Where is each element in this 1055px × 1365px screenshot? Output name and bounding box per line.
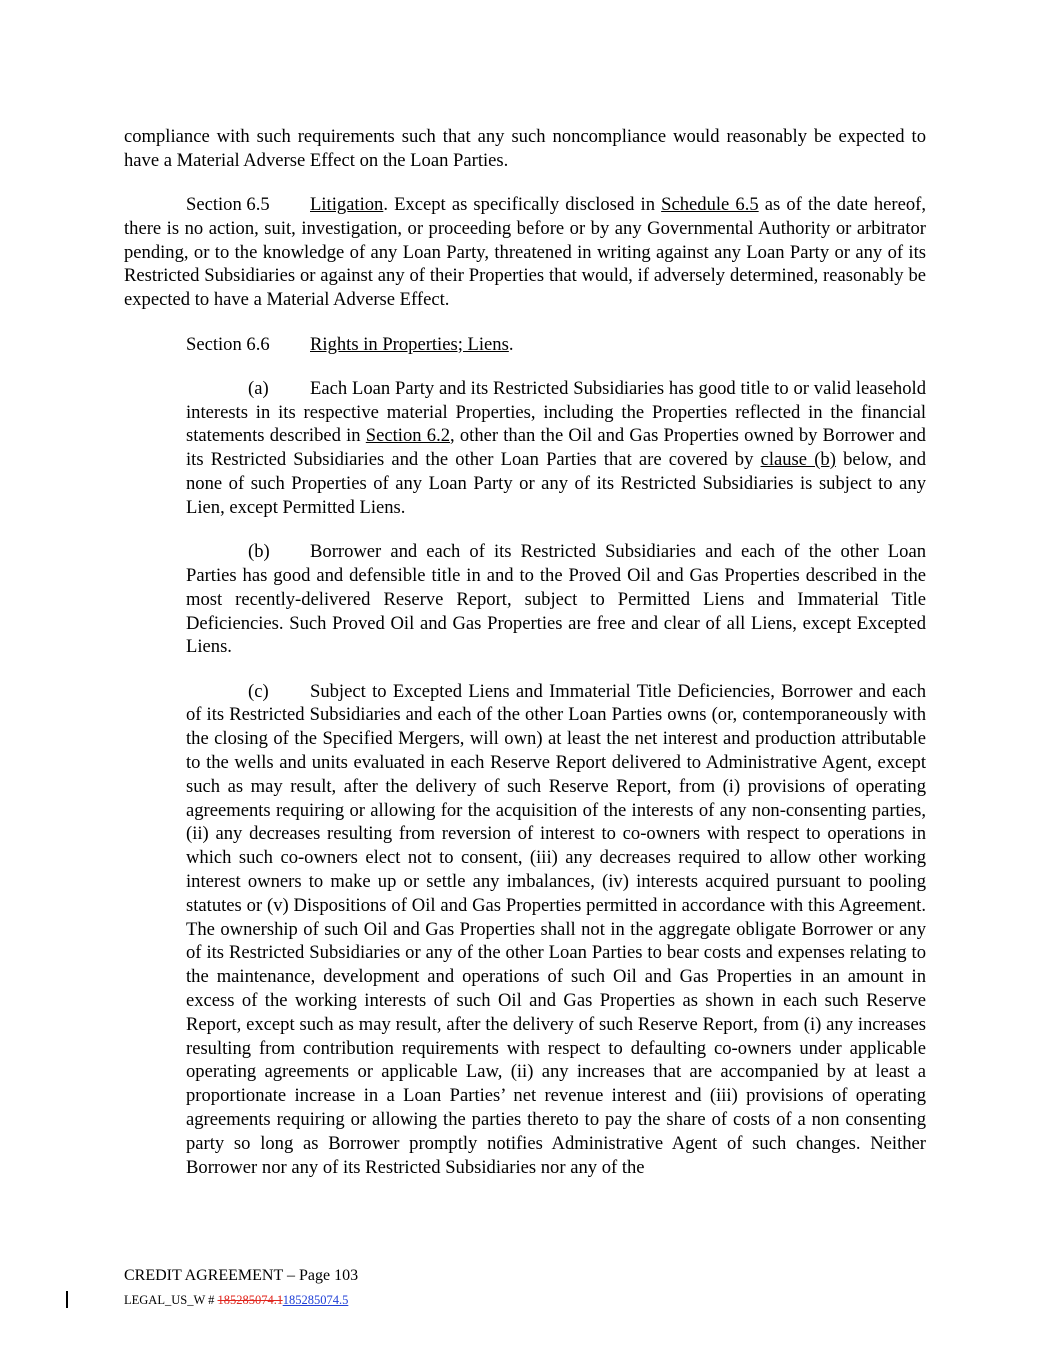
continuation-paragraph: compliance with such requirements such that any such noncompliance would reasonably be expected to have a Material Adverse Effect on the Loan Parties. xyxy=(124,126,926,171)
page-footer xyxy=(124,1266,358,1308)
clause-c xyxy=(186,680,926,1180)
clause-reference: clause (b) xyxy=(760,449,836,471)
clause-label: (c) xyxy=(248,680,269,702)
section-number: Section 6.6 xyxy=(186,333,270,355)
doc-id-inserted: 185285074.5 xyxy=(282,1293,349,1307)
clause-text: below, and none of such Properties of any Loan Party or any of its Restricted Subsidiaries is subject to any Lien, except Permitted Liens. xyxy=(186,449,926,518)
change-bar xyxy=(66,1291,68,1308)
doc-id-prefix: LEGAL_US_W # xyxy=(124,1293,218,1307)
section-6-5 xyxy=(124,193,926,312)
clause-text: Subject to Excepted Liens and Immaterial Title Deficiencies, Borrower and each of its Restricted Subsidiaries and each of the other Loan Parties owns (or, contemporaneously with the closing of the Specified Mergers, will own) at least the net interest and production attributable to the wells and units evaluated in each Reserve Report delivered to Administrative Agent, except such as may result, after the delivery of such Reserve Report, from (i) provisions of operating agreements requiring or allowing for the acquisition of the interests of any non-consenting parties, (ii) any decreases resulting from reversion of interest to co-owners with respect to operations in which such co-owners elect not to consent, (iii) any decreases required to allow other working interest owners to make up or settle any imbalances, (iv) interests acquired pursuant to pooling statutes or (v) Dispositions of Oil and Gas Properties permitted in accordance with this Agreement. The ownership of such Oil and Gas Properties shall not in the aggregate obligate Borrower or any of its Restricted Subsidiaries or any of the other Loan Parties to bear costs and expenses relating to the maintenance, development and operations of such Oil and Gas Properties in an amount in excess of the working interests of such Oil and Gas Properties as shown in each such Reserve Report, except such as may result, after the delivery of such Reserve Report, from (i) any increases resulting from contribution requirements with respect to defaulting co-owners under applicable operating agreements or applicable Law, (ii) any increases that are accompanied by at least a proportionate increase in a Loan Parties’ net revenue interest and (iii) provisions of operating agreements requiring or allowing the parties thereto to pay the share of costs of a non consenting party so long as Borrower promptly notifies Administrative Agent of such changes. Neither Borrower nor any of its Restricted Subsidiaries nor any of the xyxy=(186,680,926,1178)
clause-text: Each Loan Party and its Restricted Subsidiaries has good title to or valid leasehold interests in its respective material Properties, including the Properties reflected in the financial statements described in xyxy=(186,377,926,447)
section-title: Rights in Properties; Liens xyxy=(310,333,509,355)
document-body xyxy=(124,125,926,1200)
clause-text: , other than the Oil and Gas Properties owned by Borrower and its Restricted Subsidiaries and the other Loan Parties that are covered by xyxy=(186,425,926,471)
clause-text: Borrower and each of its Restricted Subsidiaries and each of the other Loan Parties has good and defensible title in and to the Proved Oil and Gas Properties described in the most recently-delivered Reserve Report, subject to Permitted Liens and Immaterial Title Deficiencies. Such Proved Oil and Gas Properties are free and clear of all Liens, except Excepted Liens. xyxy=(186,541,926,658)
section-text: . Except as specifically disclosed in xyxy=(383,194,662,216)
section-6-6-heading xyxy=(124,333,926,357)
section-punctuation: . xyxy=(508,333,514,355)
clause-label: (a) xyxy=(248,377,269,399)
doc-id-deleted: 185285074.1 xyxy=(217,1293,283,1307)
section-number: Section 6.5 xyxy=(186,194,270,216)
section-text: as of the date hereof, there is no action, suit, investigation, or proceeding before or by any Governmental Authority or arbitrator pending, or to the knowledge of any Loan Party, threatened in writing against any Loan Party or any of its Restricted Subsidiaries or against any of their Properties that would, if adversely determined, reasonably be expected to have a Material Adverse Effect. xyxy=(124,194,927,311)
schedule-reference: Schedule 6.5 xyxy=(661,194,759,216)
section-reference: Section 6.2 xyxy=(365,425,451,447)
section-title: Litigation xyxy=(310,194,384,216)
clause-label: (b) xyxy=(248,541,270,563)
footer-page-label: CREDIT AGREEMENT – Page 103 xyxy=(124,1267,359,1284)
footer-doc-id xyxy=(124,1293,358,1308)
clause-a xyxy=(186,377,926,520)
clause-b xyxy=(186,540,926,659)
